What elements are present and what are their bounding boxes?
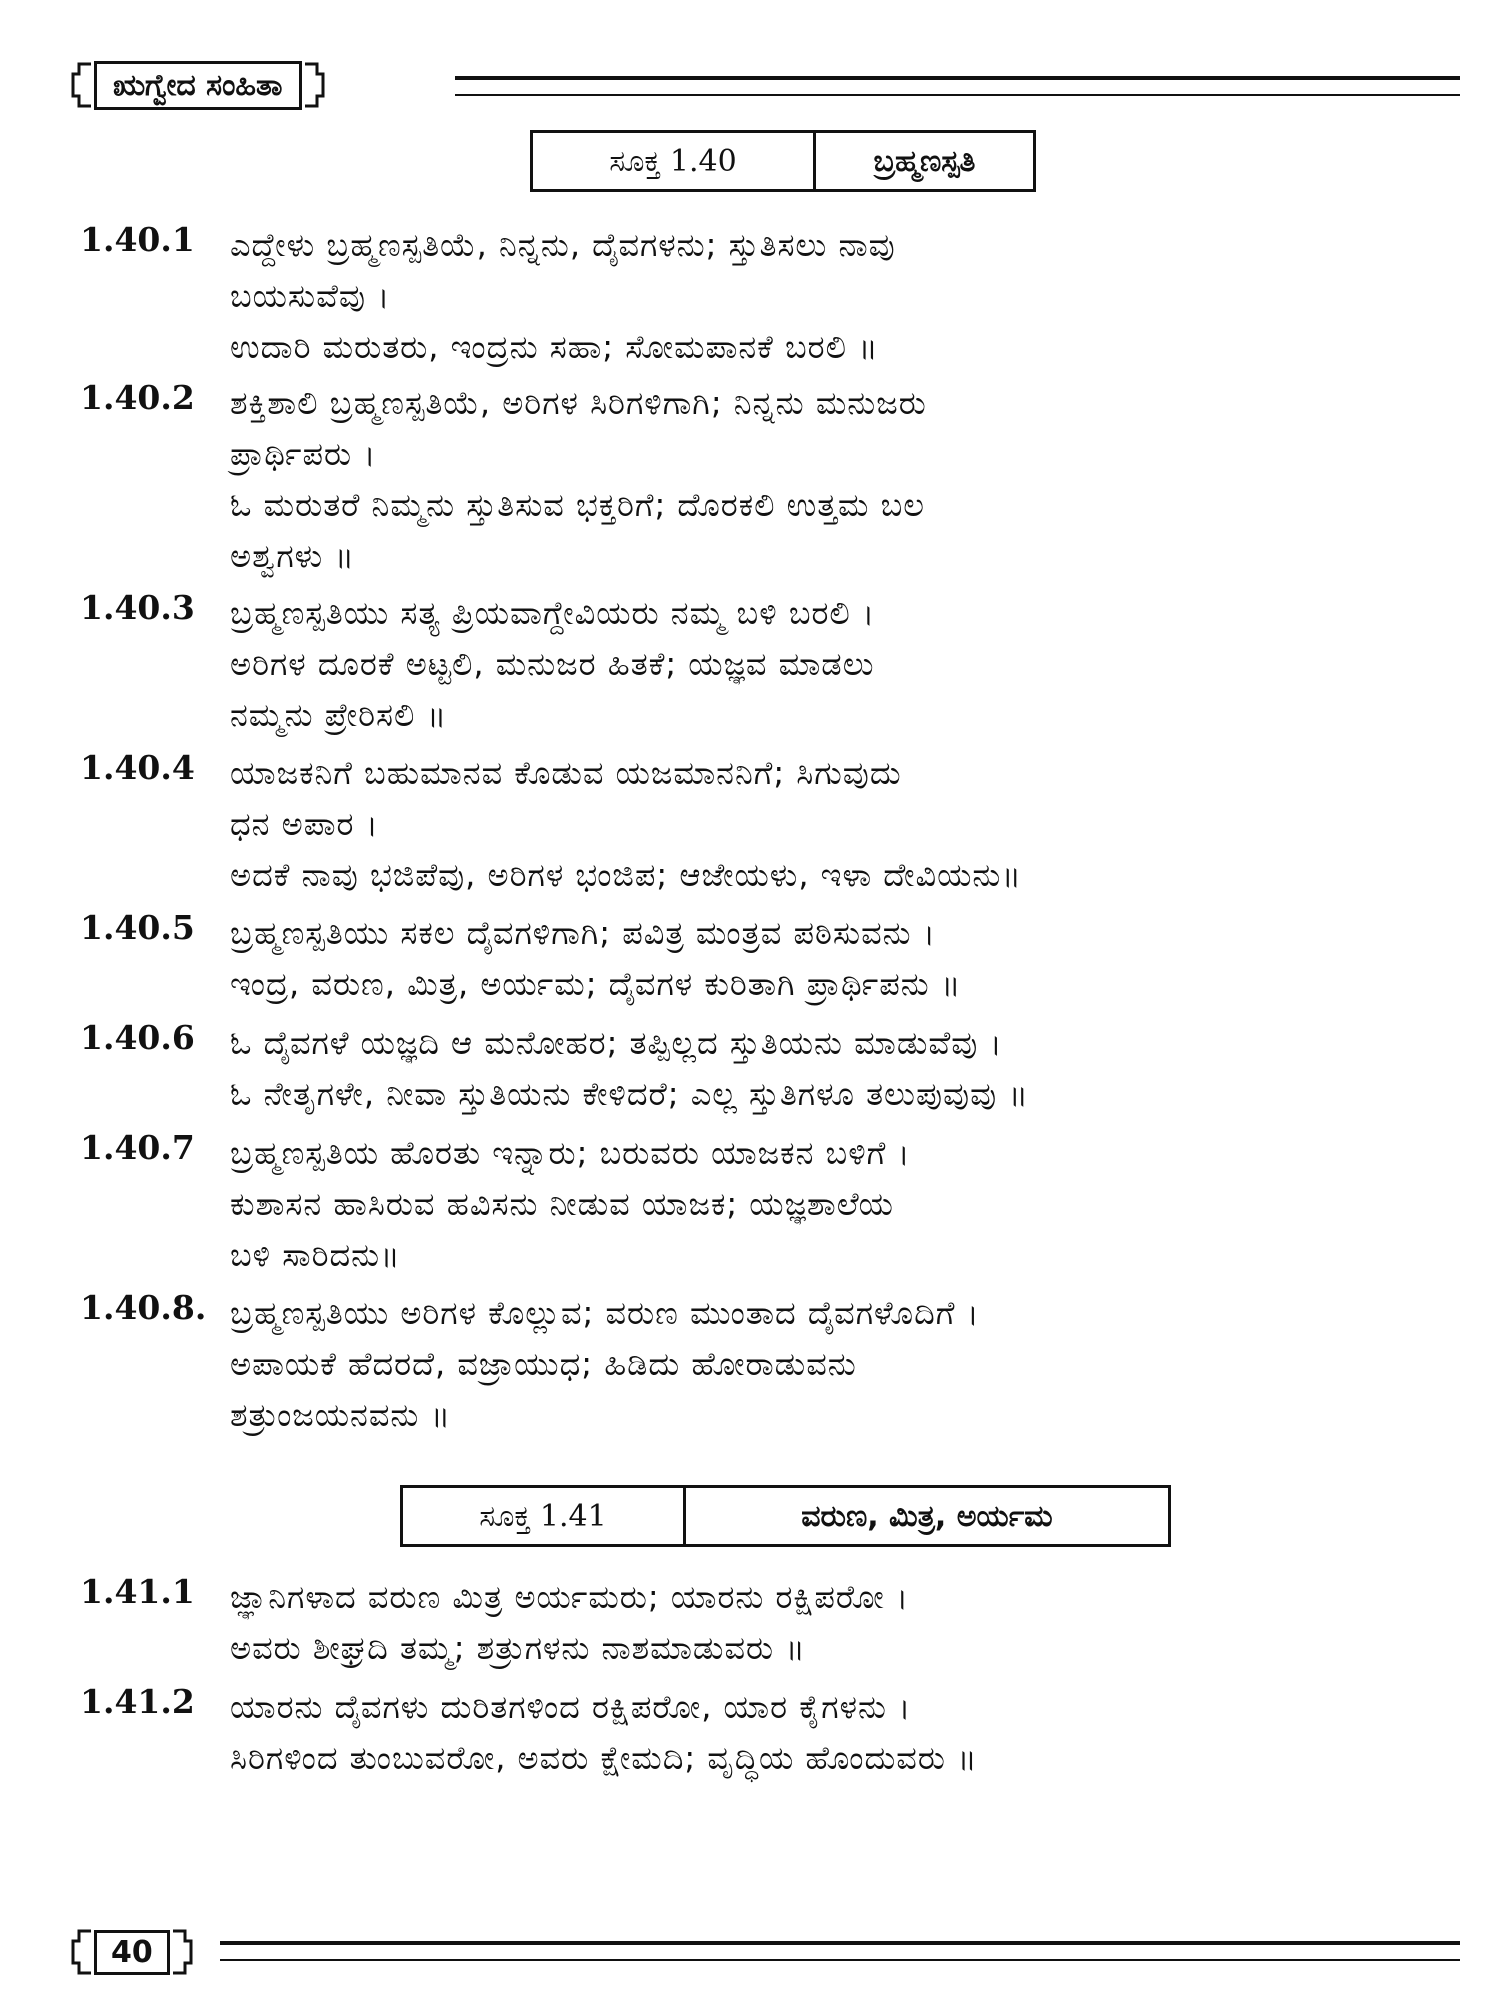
verse-number: 1.40.8. (80, 1288, 207, 1327)
sukta-number: ಸೂಕ್ತ 1.41 (403, 1488, 686, 1544)
verse-line: ಓ ನೇತೃಗಳೇ, ನೀವಾ ಸ್ತುತಿಯನು ಕೇಳಿದರೆ; ಎಲ್ಲ ಸ್ತುತಿಗಳೂ ತಲುಪುವುವು ॥ (230, 1075, 1029, 1113)
verse-line: ಜ್ಞಾನಿಗಳಾದ ವರುಣ ಮಿತ್ರ ಅರ್ಯಮರು; ಯಾರನು ರಕ್ಷಿಪರೋ । (230, 1578, 910, 1616)
verse-number: 1.40.2 (80, 378, 195, 417)
ornament-left-icon (70, 58, 94, 112)
verse-line: ಅಶ್ವಗಳು ॥ (230, 537, 355, 575)
page-number: 40 (94, 1930, 170, 1975)
verse-line: ಅದಕೆ ನಾವು ಭಜಿಪೆವು, ಅರಿಗಳ ಭಂಜಿಪ; ಆಜೇಯಳು, ಇಳಾ ದೇವಿಯನು॥ (230, 856, 1022, 894)
verse-number: 1.40.3 (80, 588, 195, 627)
verse-line: ಓ ದೈವಗಳೆ ಯಜ್ಞದಿ ಆ ಮನೋಹರ; ತಪ್ಪಿಲ್ಲದ ಸ್ತುತಿಯನು ಮಾಡುವೆವು । (230, 1024, 1003, 1062)
ornament-right-icon (170, 1925, 194, 1979)
verse-number: 1.40.7 (80, 1128, 195, 1167)
verse-line: ಬ್ರಹ್ಮಣಸ್ಪತಿಯ ಹೊರತು ಇನ್ನಾರು; ಬರುವರು ಯಾಜಕನ ಬಳಿಗೆ । (230, 1134, 911, 1172)
verse-line: ಶಕ್ತಿಶಾಲಿ ಬ್ರಹ್ಮಣಸ್ಪತಿಯೆ, ಅರಿಗಳ ಸಿರಿಗಳಿಗಾಗಿ; ನಿನ್ನನು ಮನುಜರು (230, 384, 927, 422)
page-footer (70, 1925, 1470, 1985)
verse-line: ಎದ್ದೇಳು ಬ್ರಹ್ಮಣಸ್ಪತಿಯೆ, ನಿನ್ನನು, ದೈವಗಳನು; ಸ್ತುತಿಸಲು ನಾವು (230, 226, 896, 264)
verse-line: ಪ್ರಾರ್ಥಿಪರು । (230, 435, 377, 473)
footer-rule (220, 1941, 1460, 1961)
sukta-number: ಸೂಕ್ತ 1.40 (533, 133, 816, 189)
verse-number: 1.40.5 (80, 908, 195, 947)
verse-line: ಬಳಿ ಸಾರಿದನು॥ (230, 1236, 401, 1274)
header-rule (455, 76, 1460, 96)
running-title: ಋಗ್ವೇದ ಸಂಹಿತಾ (94, 61, 302, 110)
verse-line: ಯಾಜಕನಿಗೆ ಬಹುಮಾನವ ಕೊಡುವ ಯಜಮಾನನಿಗೆ; ಸಿಗುವುದು (230, 754, 902, 792)
verse-line: ಕುಶಾಸನ ಹಾಸಿರುವ ಹವಿಸನು ನೀಡುವ ಯಾಜಕ; ಯಜ್ಞಶಾಲೆಯ (230, 1185, 894, 1223)
ornament-right-icon (302, 58, 326, 112)
verse-number: 1.40.1 (80, 220, 195, 259)
verse-line: ಅವರು ಶೀಘ್ರದಿ ತಮ್ಮ; ಶತ್ರುಗಳನು ನಾಶಮಾಡುವರು ॥ (230, 1629, 806, 1667)
verse-line: ನಮ್ಮನು ಪ್ರೇರಿಸಲಿ ॥ (230, 696, 448, 734)
sukta-heading-2 (400, 1485, 1171, 1547)
verse-line: ಬ್ರಹ್ಮಣಸ್ಪತಿಯು ಅರಿಗಳ ಕೊಲ್ಲುವ; ವರುಣ ಮುಂತಾದ ದೈವಗಳೊದಿಗೆ । (230, 1294, 980, 1332)
verse-line: ಸಿರಿಗಳಿಂದ ತುಂಬುವರೋ, ಅವರು ಕ್ಷೇಮದಿ; ವೃದ್ಧಿಯ ಹೊಂದುವರು ॥ (230, 1739, 978, 1777)
sukta-deity: ಬ್ರಹ್ಮಣಸ್ಪತಿ (873, 143, 976, 179)
verse-line: ಉದಾರಿ ಮರುತರು, ಇಂದ್ರನು ಸಹಾ; ಸೋಮಪಾನಕೆ ಬರಲಿ ॥ (230, 328, 879, 366)
verse-number: 1.41.1 (80, 1572, 195, 1611)
verse-line: ಧನ ಅಪಾರ । (230, 805, 379, 843)
ornament-left-icon (70, 1925, 94, 1979)
verse-number: 1.41.2 (80, 1682, 195, 1721)
verse-line: ಬ್ರಹ್ಮಣಸ್ಪತಿಯು ಸತ್ಯ ಪ್ರಿಯವಾಗ್ದೇವಿಯರು ನಮ್ಮ ಬಳಿ ಬರಲಿ । (230, 594, 876, 632)
verse-line: ಇಂದ್ರ, ವರುಣ, ಮಿತ್ರ, ಅರ್ಯಮ; ದೈವಗಳ ಕುರಿತಾಗಿ ಪ್ರಾರ್ಥಿಪನು ॥ (230, 965, 962, 1003)
running-title-box (70, 58, 326, 112)
verse-line: ಬ್ರಹ್ಮಣಸ್ಪತಿಯು ಸಕಲ ದೈವಗಳಿಗಾಗಿ; ಪವಿತ್ರ ಮಂತ್ರವ ಪಠಿಸುವನು । (230, 914, 936, 952)
verse-number: 1.40.4 (80, 748, 195, 787)
verse-line: ಅರಿಗಳ ದೂರಕೆ ಅಟ್ಟಲಿ, ಮನುಜರ ಹಿತಕೆ; ಯಜ್ಞವ ಮಾಡಲು (230, 645, 875, 683)
sukta-heading-1 (530, 130, 1036, 192)
verse-line: ಅಪಾಯಕೆ ಹೆದರದೆ, ವಜ್ರಾಯುಧ; ಹಿಡಿದು ಹೋರಾಡುವನು (230, 1345, 857, 1383)
page-header (70, 58, 1470, 116)
sukta-deity: ವರುಣ, ಮಿತ್ರ, ಅರ್ಯಮ (801, 1498, 1053, 1534)
page-number-box (70, 1925, 194, 1979)
verse-line: ಬಯಸುವೆವು । (230, 277, 391, 315)
verse-line: ಓ ಮರುತರೆ ನಿಮ್ಮನು ಸ್ತುತಿಸುವ ಭಕ್ತರಿಗೆ; ದೊರಕಲಿ ಉತ್ತಮ ಬಲ (230, 486, 925, 524)
verse-number: 1.40.6 (80, 1018, 195, 1057)
verse-line: ಯಾರನು ದೈವಗಳು ದುರಿತಗಳಿಂದ ರಕ್ಷಿಪರೋ, ಯಾರ ಕೈಗಳನು । (230, 1688, 912, 1726)
verse-line: ಶತ್ರುಂಜಯನವನು ॥ (230, 1396, 452, 1434)
